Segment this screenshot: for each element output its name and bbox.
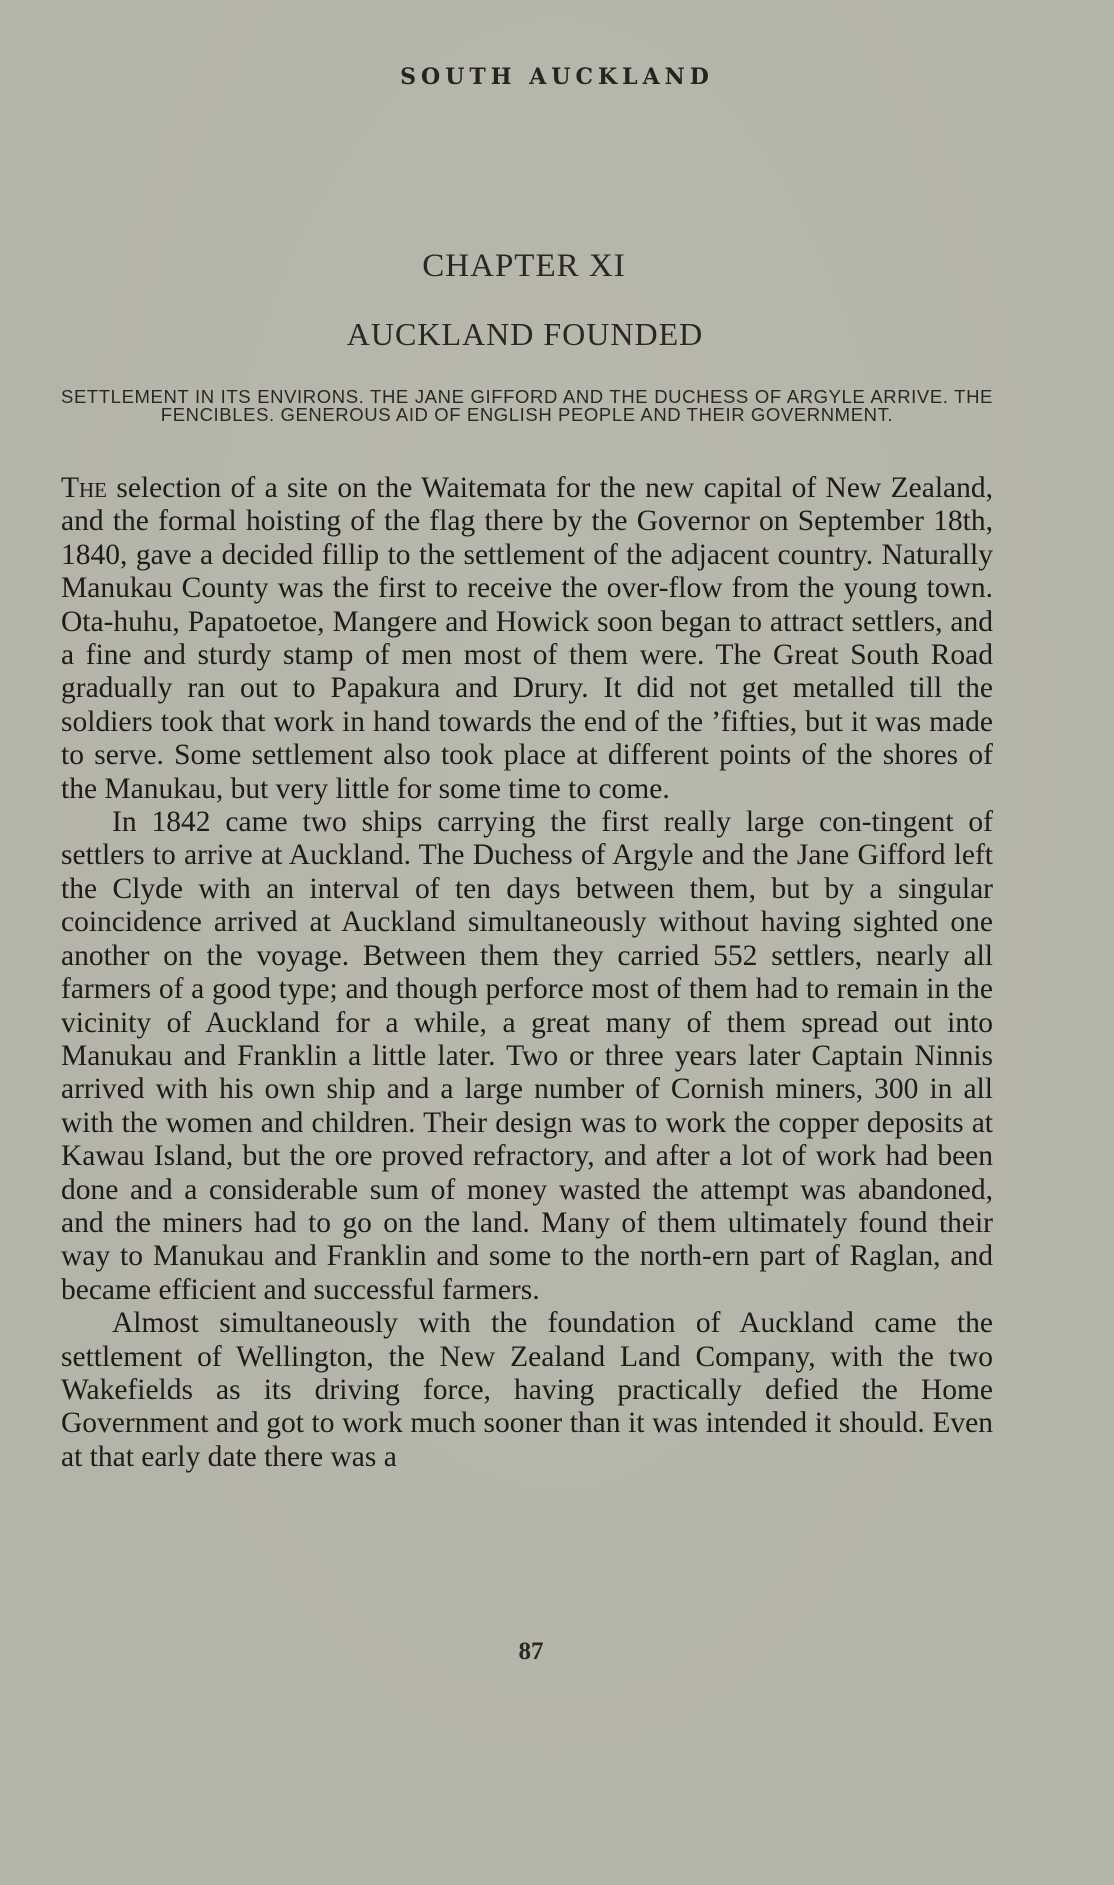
paragraph-1 xyxy=(61,472,993,806)
lead-word: The xyxy=(61,472,108,504)
page-number: 87 xyxy=(518,1638,544,1665)
chapter-synopsis: SETTLEMENT IN ITS ENVIRONS. THE JANE GIFFORD AND THE DUCHESS OF ARGYLE ARRIVE. THE FENCIBLES. GENEROUS AID OF ENGLISH PEOPLE AND THEIR GOVERNMENT. xyxy=(61,386,993,425)
paragraph-2: In 1842 came two ships carrying the first really large con-tingent of settlers to arrive at Auckland. The Duchess of Argyle and the Jane Gifford left the Clyde with an interval of ten days between them, but by a singular coincidence arrived at Auckland simultaneously without having sighted one another on the voyage. Between them they carried 552 settlers, nearly all farmers of a good type; and though perforce most of them had to remain in the vicinity of Auckland for a while, a great many of them spread out into Manukau and Franklin a little later. Two or three years later Captain Ninnis arrived with his own ship and a large number of Cornish miners, 300 in all with the women and children. Their design was to work the copper deposits at Kawau Island, but the ore proved refractory, and after a lot of work had been done and a considerable sum of money wasted the attempt was abandoned, and the miners had to go on the land. Many of them ultimately found their way to Manukau and Franklin and some to the north-ern part of Raglan, and became efficient and successful farmers. xyxy=(61,806,993,1306)
paragraph-1-text: selection of a site on the Waitemata for the new capital of New Zealand, and the formal hoisting of the flag there by the Governor on September 18th, 1840, gave a decided fillip to the settlement of the adjacent country. Naturally Manukau County was the first to receive the over-flow from the young town. Ota-huhu, Papatoetoe, Mangere and Howick soon began to attract settlers, and a fine and sturdy stamp of men most of them were. The Great South Road gradually ran out to Papakura and Drury. It did not get metalled till the soldiers took that work in hand towards the end of the ’fifties, but it was made to serve. Some settlement also took place at different points of the shores of the Manukau, but very little for some time to come. xyxy=(61,472,993,805)
running-head: SOUTH AUCKLAND xyxy=(400,64,714,90)
paragraph-3: Almost simultaneously with the foundation of Auckland came the settlement of Wellington, the New Zealand Land Company, with the two Wakefields as its driving force, having practically defied the Home Government and got to work much sooner than it was intended it should. Even at that early date there was a xyxy=(61,1307,993,1473)
chapter-title: AUCKLAND FOUNDED xyxy=(346,316,704,352)
body-text xyxy=(61,472,993,1474)
chapter-number: CHAPTER XI xyxy=(422,248,626,284)
